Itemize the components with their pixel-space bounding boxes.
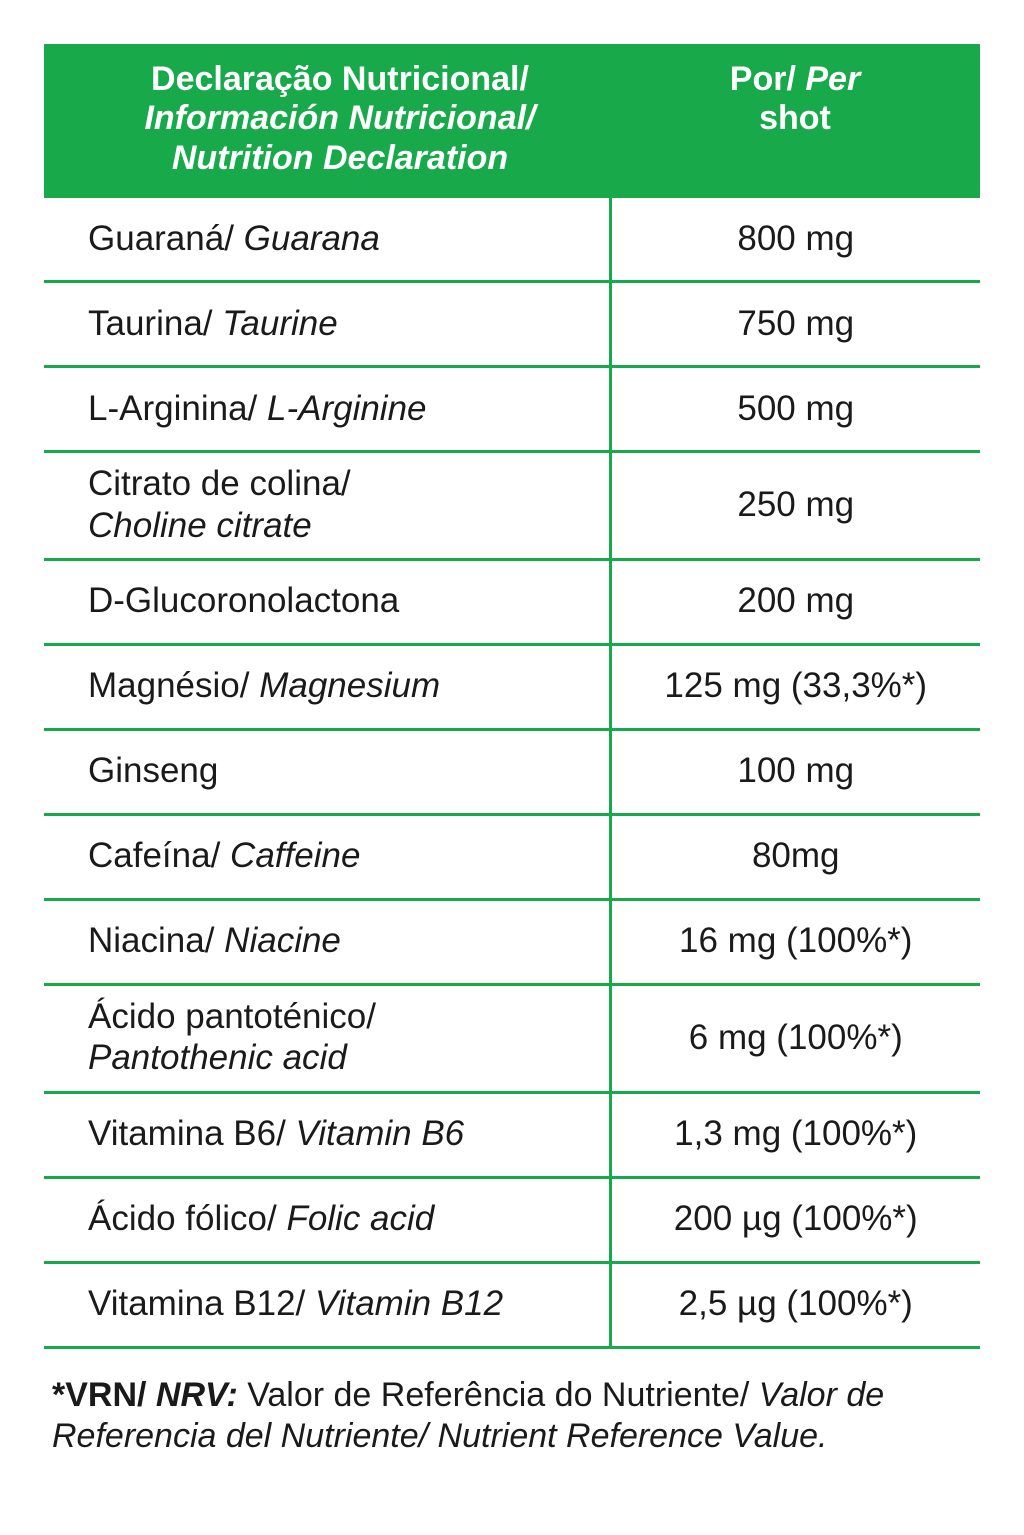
header-line-es: Información Nutricional/ <box>144 99 536 138</box>
table-row <box>44 1262 980 1347</box>
nutrient-name-line1: Citrato de colina/ <box>88 464 351 504</box>
table-header <box>44 44 980 198</box>
header-per-italic: Per <box>805 60 861 98</box>
nutrient-value-cell: 16 mg (100%*) <box>610 899 980 984</box>
nutrient-name-plain: Ácido fólico/ <box>88 1198 287 1238</box>
nutrient-name-plain: Vitamina B12/ <box>88 1283 315 1323</box>
nutrient-name-plain: Niacina/ <box>88 921 225 961</box>
nutrient-name-cell <box>44 1262 610 1347</box>
table-row <box>44 984 980 1092</box>
nutrient-value-cell: 125 mg (33,3%*) <box>610 644 980 729</box>
nutrient-name-italic: Folic acid <box>286 1198 435 1238</box>
nutrient-value-cell: 800 mg <box>610 198 980 282</box>
table-row <box>44 282 980 367</box>
nutrient-value-cell: 80mg <box>610 814 980 899</box>
nutrient-name-cell <box>44 1177 610 1262</box>
nutrient-name-cell <box>44 644 610 729</box>
nutrient-name-italic: Guarana <box>243 218 380 258</box>
nutrient-name-italic: Caffeine <box>230 836 361 876</box>
header-cell-per-shot <box>610 44 980 198</box>
nutrient-name-plain: Cafeína/ <box>88 836 231 876</box>
nutrient-name-line2: Pantothenic acid <box>88 1038 347 1078</box>
nutrient-name-plain: Taurina/ <box>88 303 223 343</box>
table-body <box>44 198 980 1347</box>
footnote-abbr-italic: NRV: <box>155 1375 238 1414</box>
footnote-text-italic: Valor de Referencia del Nutriente/ Nutrient Reference Value. <box>52 1375 885 1455</box>
nutrient-value-cell: 1,3 mg (100%*) <box>610 1092 980 1177</box>
nutrient-value-cell: 750 mg <box>610 282 980 367</box>
footnote-marker: * <box>52 1375 66 1414</box>
nutrient-name-plain: Magnésio/ <box>88 666 260 706</box>
header-per-line1 <box>620 60 970 99</box>
header-line-pt: Declaração Nutricional/ <box>151 60 529 98</box>
nutrient-name-italic: Magnesium <box>259 666 441 706</box>
nutrient-name-italic: Vitamin B12 <box>315 1283 504 1323</box>
nutrient-value-cell: 200 mg <box>610 559 980 644</box>
nutrient-name-cell <box>44 1092 610 1177</box>
nutrient-value-cell: 250 mg <box>610 452 980 560</box>
nutrient-value-cell: 500 mg <box>610 367 980 452</box>
nutrient-name-line2: Choline citrate <box>88 505 312 545</box>
table-header-row <box>44 44 980 198</box>
footnote-text-plain: Valor de Referência do Nutriente/ <box>237 1375 759 1414</box>
table-row <box>44 729 980 814</box>
table-row <box>44 899 980 984</box>
nutrient-name-line1: Ácido pantoténico/ <box>88 996 376 1036</box>
nutrient-name-plain: Vitamina B6/ <box>88 1113 296 1153</box>
nutrient-name-italic: L-Arginine <box>266 388 427 428</box>
nutrient-name-cell: Ginseng <box>44 729 610 814</box>
nutrient-name-italic: Taurine <box>222 303 338 343</box>
nutrient-name-italic: Niacine <box>224 921 341 961</box>
nutrient-name-cell <box>44 367 610 452</box>
nutrient-name-italic: Vitamin B6 <box>295 1113 465 1153</box>
table-row <box>44 814 980 899</box>
nutrient-name-plain: L-Arginina/ <box>88 388 267 428</box>
nutrient-name-cell <box>44 899 610 984</box>
table-row <box>44 644 980 729</box>
header-line-en: Nutrition Declaration <box>171 138 509 177</box>
table-row <box>44 452 980 560</box>
nutrient-value-cell: 6 mg (100%*) <box>610 984 980 1092</box>
nutrient-name-cell: D-Glucoronolactona <box>44 559 610 644</box>
nutrient-name-cell <box>44 452 610 560</box>
nutrient-value-cell: 2,5 µg (100%*) <box>610 1262 980 1347</box>
header-per-line2: shot <box>759 99 831 138</box>
nutrient-name-cell <box>44 814 610 899</box>
table-row <box>44 559 980 644</box>
table-row <box>44 1092 980 1177</box>
nrv-footnote <box>44 1375 980 1458</box>
nutrient-name-cell <box>44 282 610 367</box>
table-row <box>44 198 980 282</box>
nutrition-declaration-table <box>44 44 980 1349</box>
footnote-abbr-plain: VRN/ <box>65 1375 156 1414</box>
nutrient-name-plain: Guaraná/ <box>88 218 244 258</box>
header-cell-declaration <box>44 44 610 198</box>
table-row <box>44 1177 980 1262</box>
nutrient-value-cell: 100 mg <box>610 729 980 814</box>
header-per-plain: Por/ <box>729 60 806 98</box>
nutrient-name-cell <box>44 198 610 282</box>
table-row <box>44 367 980 452</box>
nutrient-name-cell <box>44 984 610 1092</box>
nutrient-value-cell: 200 µg (100%*) <box>610 1177 980 1262</box>
